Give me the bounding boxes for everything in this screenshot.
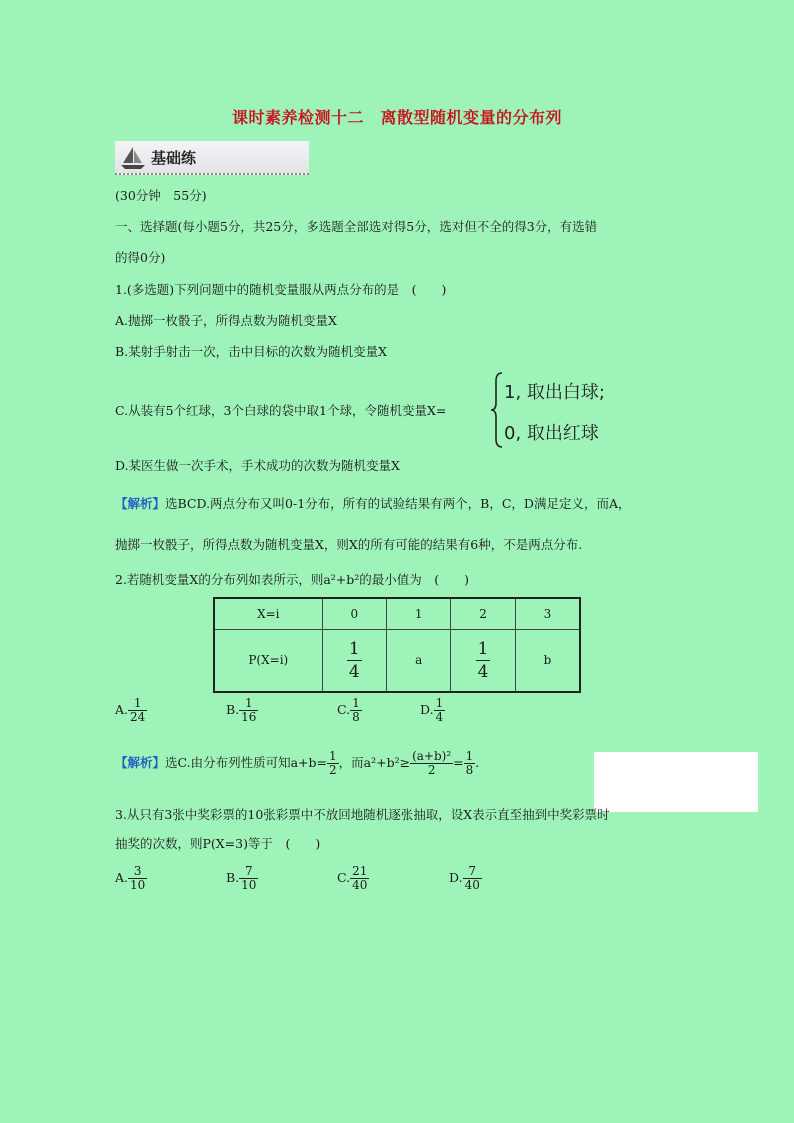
fraction: $\frac{21}{40}$ — [352, 864, 368, 892]
brace-icon — [490, 371, 504, 449]
q1-analysis-line1 — [115, 495, 630, 513]
fraction: $\frac{\text{(a+b)²}}{2}$ — [412, 749, 452, 777]
fraction: $\frac{7}{10}$ — [241, 864, 257, 892]
q3-stem-line2: 抽奖的次数，则P(X=3)等于 ( ) — [115, 836, 321, 851]
table-cell — [322, 629, 387, 692]
q1-option-d: D.某医生做一次手术，手术成功的次数为随机变量X — [115, 458, 400, 473]
table-header-row — [214, 598, 580, 629]
piecewise-case-0: 0, 取出红球 — [504, 423, 599, 444]
table-cell: 0 — [322, 598, 387, 629]
fraction: $\frac{7}{40}$ — [464, 864, 480, 892]
q2-analysis — [115, 750, 479, 777]
q1-option-b: B.某射手射击一次，击中目标的次数为随机变量X — [115, 344, 388, 359]
section-heading-line2: 的得0分) — [115, 250, 166, 265]
q3-option-b: B. $\frac{7}{10}$ — [226, 864, 257, 892]
q2-option-d: D. $\frac{1}{4}$ — [420, 696, 444, 724]
piecewise-case-1: 1, 取出白球; — [504, 382, 605, 403]
analysis-text: = — [453, 755, 464, 770]
q2-option-a: A. $\frac{1}{24}$ — [115, 696, 146, 724]
watermark-box — [594, 752, 758, 812]
analysis-text: ，而a²+b²≥ — [338, 755, 411, 770]
q3-option-c: C. $\frac{21}{40}$ — [337, 864, 368, 892]
fraction: $\frac{1}{8}$ — [352, 696, 360, 724]
q1-stem: 1.(多选题)下列问题中的随机变量服从两点分布的是 ( ) — [115, 282, 447, 297]
time-info: (30分钟 55分) — [115, 188, 207, 203]
table-cell: X=i — [214, 598, 322, 629]
table-cell: 3 — [515, 598, 580, 629]
piecewise-definition — [490, 371, 620, 449]
distribution-table — [213, 597, 581, 693]
q2-option-b: B. $\frac{1}{16}$ — [226, 696, 257, 724]
q3-option-d: D. $\frac{7}{40}$ — [449, 864, 480, 892]
fraction: $\frac{1}{4}$ — [348, 638, 360, 682]
section-banner — [115, 141, 309, 175]
fraction: $\frac{1}{8}$ — [465, 749, 474, 777]
fraction: $\frac{1}{4}$ — [435, 696, 444, 724]
section-heading-line1: 一、选择题(每小题5分，共25分，多选题全部选对得5分，选对但不全的得3分，有选错 — [115, 219, 598, 234]
fraction: $\frac{1}{4}$ — [477, 638, 489, 682]
analysis-tag: 【解析】 — [115, 496, 166, 511]
analysis-text: . — [475, 755, 480, 770]
table-cell: 1 — [387, 598, 451, 629]
fraction: $\frac{1}{2}$ — [329, 749, 337, 777]
fraction: $\frac{1}{16}$ — [241, 696, 257, 724]
fraction: $\frac{1}{24}$ — [130, 696, 146, 724]
q1-analysis-line2: 抛掷一枚骰子，所得点数为随机变量X，则X的所有可能的结果有6种，不是两点分布. — [115, 537, 583, 552]
table-cell — [451, 629, 516, 692]
table-cell: P(X=i) — [214, 629, 322, 692]
table-prob-row — [214, 629, 580, 692]
q1-option-a: A.抛掷一枚骰子，所得点数为随机变量X — [115, 313, 337, 328]
q1-option-c: C.从装有5个红球，3个白球的袋中取1个球，令随机变量X= — [115, 403, 447, 418]
table-cell: b — [515, 629, 580, 692]
sailboat-icon — [119, 145, 147, 171]
q1-analysis-text1: 选BCD.两点分布又叫0-1分布，所有的试验结果有两个，B，C，D满足定义，而A， — [165, 496, 631, 511]
q2-stem: 2.若随机变量X的分布列如表所示，则a²+b²的最小值为 ( ) — [115, 572, 470, 587]
analysis-tag: 【解析】 — [115, 755, 166, 770]
banner-label: 基础练 — [151, 149, 197, 167]
q3-option-a: A. $\frac{3}{10}$ — [115, 864, 146, 892]
analysis-text: 选C.由分布列性质可知a+b= — [165, 755, 328, 770]
q3-stem-line1: 3.从只有3张中奖彩票的10张彩票中不放回地随机逐张抽取，设X表示直至抽到中奖彩票时 — [115, 807, 610, 822]
q2-option-c: C. $\frac{1}{8}$ — [337, 696, 360, 724]
table-cell: 2 — [451, 598, 516, 629]
page-title: 课时素养检测十二 离散型随机变量的分布列 — [231, 108, 562, 127]
table-cell: a — [387, 629, 451, 692]
fraction: $\frac{3}{10}$ — [130, 864, 146, 892]
